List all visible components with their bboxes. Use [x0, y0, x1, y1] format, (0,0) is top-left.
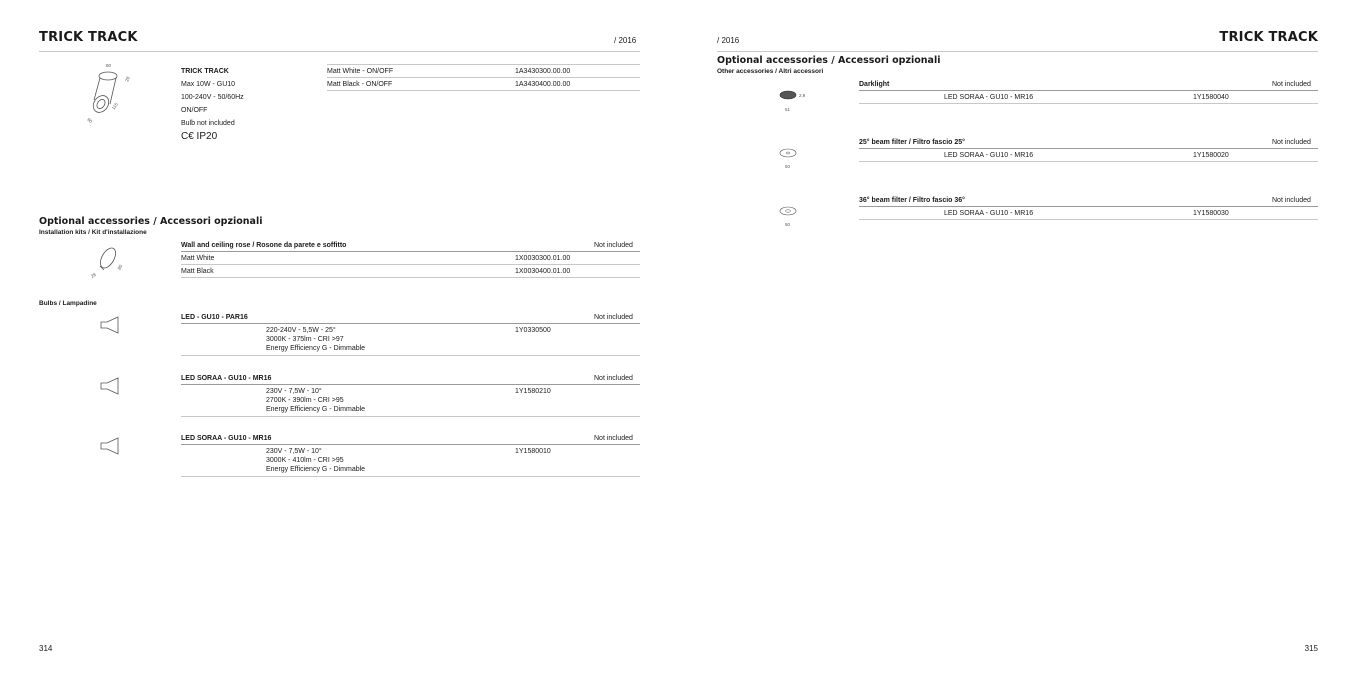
- bulb-rule: [181, 444, 640, 445]
- bulb-spec: Energy Efficiency G - Dimmable: [266, 345, 366, 352]
- drawing-dim-text: 28: [124, 75, 131, 83]
- accessory-title: 36° beam filter / Filtro fascio 36°: [859, 197, 965, 204]
- bulb-icon: [100, 377, 122, 395]
- inclusion-status: Not included: [594, 314, 633, 321]
- left-header-rule: [39, 51, 640, 52]
- bulb-rule: [181, 384, 640, 385]
- bulb-spec: Energy Efficiency G - Dimmable: [266, 466, 366, 473]
- inclusion-status: Not included: [1272, 81, 1311, 88]
- accessories-heading: Optional accessories / Accessori opzionali: [39, 216, 263, 227]
- bulb-spec: 2700K - 390lm - CRI >95: [266, 397, 344, 404]
- accessory-rule: [181, 264, 640, 265]
- bulb-icon: [100, 437, 122, 455]
- bulb-rule: [181, 355, 640, 356]
- accessory-label: LED SORAA - GU10 - MR16: [944, 210, 1034, 217]
- variant-table-rule: [327, 90, 640, 91]
- bulb-spec: 220-240V - 5,5W - 25°: [266, 327, 336, 334]
- inclusion-status: Not included: [1272, 197, 1311, 204]
- right-accessories-heading: Optional accessories / Accessori opzionali: [717, 55, 941, 66]
- right-page-number: 315: [1304, 644, 1318, 653]
- drawing-dim-text: 2,9: [799, 93, 806, 98]
- accessory-code: 1X0030400.01.00: [515, 268, 571, 275]
- product-name: TRICK TRACK: [181, 68, 229, 75]
- right-page-title: TRICK TRACK: [1219, 30, 1318, 45]
- accessory-code: 1Y1580040: [1193, 94, 1229, 101]
- bulb-rule: [181, 476, 640, 477]
- bulb-rule: [181, 416, 640, 417]
- bulb-spec: 3000K - 410lm - CRI >95: [266, 457, 344, 464]
- bulb-code: 1Y0330500: [515, 327, 551, 334]
- accessory-title: 25° beam filter / Filtro fascio 25°: [859, 139, 965, 146]
- accessory-title: Darklight: [859, 81, 890, 88]
- bulb-spec: 230V - 7,5W - 10°: [266, 388, 322, 395]
- accessory-label: Matt White: [181, 255, 215, 262]
- right-accessories-subheading: Other accessories / Altri accessori: [717, 68, 824, 75]
- drawing-dim-text: 50: [785, 164, 791, 169]
- bulb-spec: 230V - 7,5W - 10°: [266, 448, 322, 455]
- bulb-icon: [100, 316, 122, 334]
- drawing-dim-text: 50: [785, 222, 791, 227]
- drawing-dim-text: 115: [110, 101, 119, 111]
- variant-code: 1A3430400.00.00: [515, 81, 571, 88]
- variant-code: 1A3430300.00.00: [515, 68, 571, 75]
- product-spec: ON/OFF: [181, 107, 208, 114]
- inclusion-status: Not included: [594, 435, 633, 442]
- right-year: / 2016: [717, 36, 740, 45]
- variant-label: Matt Black - ON/OFF: [327, 81, 393, 88]
- accessory-rule: [859, 206, 1318, 207]
- accessory-label: LED SORAA - GU10 - MR16: [944, 94, 1034, 101]
- inclusion-status: Not included: [594, 375, 633, 382]
- product-spec: Max 10W - GU10: [181, 81, 236, 88]
- darklight-drawing: [776, 88, 812, 114]
- accessory-rule: [859, 148, 1318, 149]
- drawing-dim-text: 28: [90, 272, 97, 279]
- variant-table-rule: [327, 64, 640, 65]
- bulb-spec: Energy Efficiency G - Dimmable: [266, 406, 366, 413]
- bulb-code: 1Y1580010: [515, 448, 551, 455]
- accessory-rule: [181, 251, 640, 252]
- filter-25-drawing: [776, 146, 806, 172]
- accessory-rule: [181, 277, 640, 278]
- right-header-rule: [717, 51, 1318, 52]
- accessory-rule: [859, 90, 1318, 91]
- drawing-dim-text: 80: [116, 263, 124, 271]
- inclusion-status: Not included: [594, 242, 633, 249]
- left-page-number: 314: [39, 644, 53, 653]
- accessory-group-title: Wall and ceiling rose / Rosone da parete e soffitto: [181, 242, 347, 249]
- accessory-label: Matt Black: [181, 268, 214, 275]
- product-spec: 100-240V - 50/60Hz: [181, 94, 244, 101]
- accessory-rule: [859, 103, 1318, 104]
- bulb-spec: 3000K - 375lm - CRI >97: [266, 336, 344, 343]
- certification-marks: C€ IP20: [181, 131, 218, 142]
- bulbs-heading: Bulbs / Lampadine: [39, 300, 97, 307]
- variant-label: Matt White - ON/OFF: [327, 68, 394, 75]
- bulb-rule: [181, 323, 640, 324]
- accessory-code: 1X0030300.01.00: [515, 255, 571, 262]
- bulb-code: 1Y1580210: [515, 388, 551, 395]
- accessory-rule: [859, 219, 1318, 220]
- drawing-dim-text: 80: [106, 63, 112, 68]
- left-page-title: TRICK TRACK: [39, 30, 138, 45]
- accessory-code: 1Y1580030: [1193, 210, 1229, 217]
- bulb-title: LED SORAA - GU10 - MR16: [181, 435, 272, 442]
- trick-track-drawing: [84, 62, 144, 124]
- filter-36-drawing: [776, 204, 806, 230]
- inclusion-status: Not included: [1272, 139, 1311, 146]
- variant-table-rule: [327, 77, 640, 78]
- product-spec: Bulb not included: [181, 120, 235, 127]
- drawing-dim-text: 60: [86, 116, 94, 124]
- accessory-code: 1Y1580020: [1193, 152, 1229, 159]
- bulb-title: LED - GU10 - PAR16: [181, 314, 248, 321]
- left-year: / 2016: [614, 36, 637, 45]
- accessory-label: LED SORAA - GU10 - MR16: [944, 152, 1034, 159]
- drawing-dim-text: 51: [785, 107, 791, 112]
- rose-drawing: [88, 244, 134, 280]
- bulb-title: LED SORAA - GU10 - MR16: [181, 375, 272, 382]
- accessories-subheading: Installation kits / Kit d'installazione: [39, 229, 147, 236]
- accessory-rule: [859, 161, 1318, 162]
